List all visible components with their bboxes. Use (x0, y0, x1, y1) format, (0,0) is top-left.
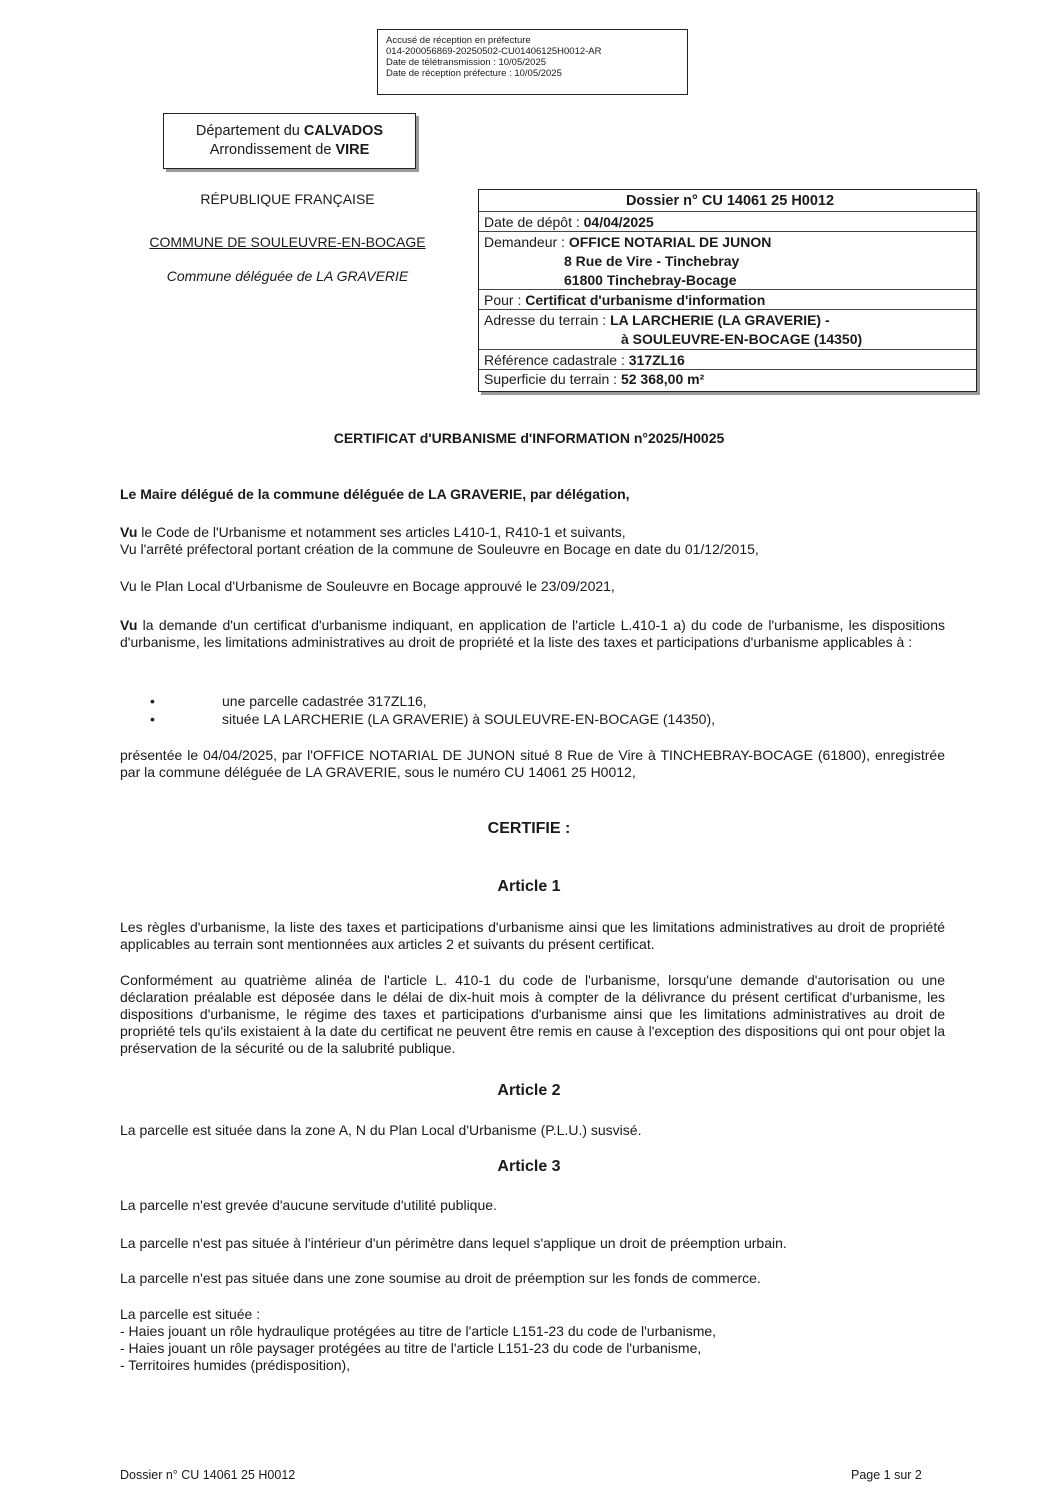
stamp-line: Accusé de réception en préfecture (386, 35, 531, 46)
department-box (163, 113, 416, 169)
list-item: - Haies jouant un rôle hydraulique protégées au titre de l'article L151-23 du code de l'urbanisme, (120, 1323, 717, 1339)
department-line: Département du CALVADOS (195, 123, 384, 139)
arrondissement-line: Arrondissement de VIRE (209, 142, 370, 158)
article-1-paragraph-1: Les règles d'urbanisme, la liste des taxes et participations d'urbanisme ainsi que les limitations administratives au droit de propriété applicables au terrain sont mentionnées aux articles 2 et suivants du présent certificat. (120, 919, 945, 952)
stamp-line: Date de réception préfecture : 10/05/2025 (386, 68, 562, 79)
footer-page-number: Page 1 sur 2 (851, 1468, 922, 1482)
vu-demande: Vu la demande d'un certificat d'urbanisme indiquant, en application de l'article L.410-1 a) du code de l'urbanisme, les dispositions d'urbanisme, les limitations administratives au droit de propriété et la liste des taxes et participations d'urbanisme applicables à : (120, 617, 945, 650)
bullet-icon: • (150, 711, 155, 727)
commune-deleguee: Commune déléguée de LA GRAVERIE (166, 268, 409, 284)
superficie-row: Superficie du terrain : 52 368,00 m² (484, 371, 705, 387)
list-item: - Haies jouant un rôle paysager protégées au titre de l'article L151-23 du code de l'urbanisme, (120, 1340, 702, 1356)
vu-code-urbanisme: Vu le Code de l'Urbanisme et notamment ses articles L410-1, R410-1 et suivants, (120, 524, 626, 540)
article-3-title: Article 3 (497, 1158, 561, 1175)
presentee-paragraph: présentée le 04/04/2025, par l'OFFICE NOTARIAL DE JUNON situé 8 Rue de Vire à TINCHEBRAY-BOCAGE (61800), enregistrée par la commune déléguée de LA GRAVERIE, sous le numéro CU 14061 25 H0012, (120, 747, 945, 780)
vu-plu: Vu le Plan Local d'Urbanisme de Souleuvre en Bocage approuvé le 23/09/2021, (120, 578, 615, 594)
reference-cadastrale-row: Référence cadastrale : 317ZL16 (479, 350, 976, 370)
commune-heading: COMMUNE DE SOULEUVRE-EN-BOCAGE (149, 234, 426, 250)
date-depot-row: Date de dépôt : 04/04/2025 (479, 212, 976, 232)
article-2-title: Article 2 (497, 1082, 561, 1099)
article-1-paragraph-2: Conformément au quatrième alinéa de l'article L. 410-1 du code de l'urbanisme, lorsqu'une demande d'autorisation ou une déclaration préalable est déposée dans le délai de dix-huit mois à compter de la délivrance du présent certificat d'urbanisme, les dispositions d'urbanisme, le régime des taxes et participations d'urbanisme ainsi que les limitations administratives au droit de propriété tels qu'ils existaient à la date du certificat ne peuvent être remis en cause à l'exception des dispositions qui ont pour objet la préservation de la sécurité ou de la salubrité publique. (120, 972, 945, 1056)
adresse-terrain-row: Adresse du terrain : LA LARCHERIE (LA GRAVERIE) - à SOULEUVRE-EN-BOCAGE (14350) (479, 310, 976, 350)
bullet-parcelle: une parcelle cadastrée 317ZL16, (222, 693, 427, 709)
list-item: - Territoires humides (prédisposition), (120, 1357, 351, 1373)
list-intro: La parcelle est située : (120, 1306, 261, 1322)
stamp-line: 014-200056869-20250502-CU01406125H0012-AR (386, 46, 602, 57)
reception-stamp (377, 29, 688, 95)
stamp-line: Date de télétransmission : 10/05/2025 (386, 57, 547, 68)
pour-row: Pour : Certificat d'urbanisme d'information (479, 290, 976, 310)
article-3-paragraph-2: La parcelle n'est pas située à l'intérieur d'un périmètre dans lequel s'applique un droit de préemption urbain. (120, 1235, 787, 1251)
demandeur-row: Demandeur : OFFICE NOTARIAL DE JUNON 8 Rue de Vire - Tinchebray 61800 Tinchebray-Bocage (479, 232, 976, 290)
dossier-title: Dossier n° CU 14061 25 H0012 (479, 190, 976, 212)
bullet-icon: • (150, 693, 155, 709)
certifie-heading: CERTIFIE : (487, 820, 571, 837)
vu-arrete: Vu l'arrêté préfectoral portant création de la commune de Souleuvre en Bocage en date du 01/12/2015, (120, 541, 759, 557)
article-3-paragraph-3: La parcelle n'est pas située dans une zone soumise au droit de préemption sur les fonds de commerce. (120, 1270, 761, 1286)
article-2-paragraph: La parcelle est située dans la zone A, N du Plan Local d'Urbanisme (P.L.U.) susvisé. (120, 1122, 642, 1138)
dossier-box (478, 189, 977, 392)
republique-heading: RÉPUBLIQUE FRANÇAISE (200, 191, 375, 207)
article-3-list (120, 1306, 945, 1374)
maire-line: Le Maire délégué de la commune déléguée de LA GRAVERIE, par délégation, (120, 486, 630, 502)
bullet-situation: située LA LARCHERIE (LA GRAVERIE) à SOULEUVRE-EN-BOCAGE (14350), (222, 711, 716, 727)
article-1-title: Article 1 (497, 878, 561, 895)
footer-dossier: Dossier n° CU 14061 25 H0012 (120, 1468, 296, 1482)
article-3-paragraph-1: La parcelle n'est grevée d'aucune servitude d'utilité publique. (120, 1197, 497, 1213)
certificate-title: CERTIFICAT d'URBANISME d'INFORMATION n°2025/H0025 (333, 430, 725, 446)
